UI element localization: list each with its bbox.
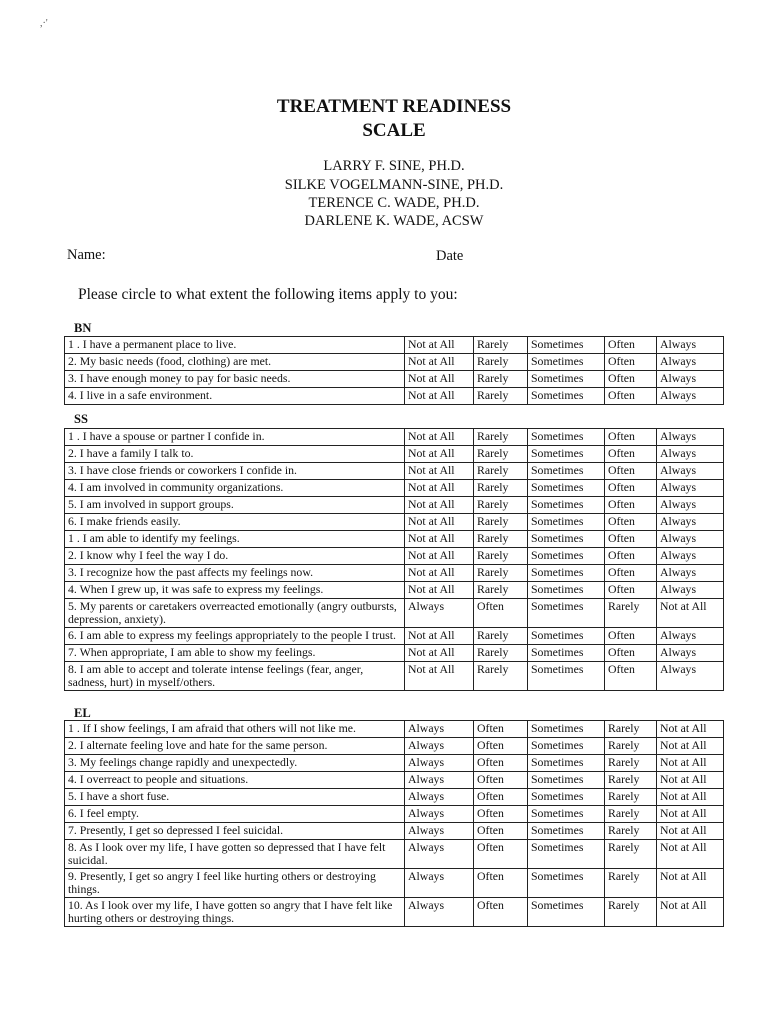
item-row — [65, 898, 724, 927]
item-text: 6. I feel empty. — [65, 806, 405, 823]
rating-option-5[interactable]: Always — [657, 531, 724, 548]
item-text: 4. I overreact to people and situations. — [65, 772, 405, 789]
rating-option-4[interactable]: Rarely — [605, 772, 657, 789]
rating-option-5[interactable]: Always — [657, 628, 724, 645]
rating-option-1[interactable]: Not at All — [405, 371, 474, 388]
section-label-ss: SS — [74, 412, 88, 426]
rating-option-5[interactable]: Not at All — [657, 840, 724, 869]
item-text: 10. As I look over my life, I have gotten so angry that I have felt like hurting others or destroying things. — [65, 898, 405, 927]
rating-option-5[interactable]: Always — [657, 337, 724, 354]
item-row — [65, 823, 724, 840]
rating-option-4[interactable]: Often — [605, 531, 657, 548]
title-line-2: SCALE — [362, 120, 426, 141]
bn-table — [64, 336, 724, 405]
rating-option-5[interactable]: Always — [657, 463, 724, 480]
item-row — [65, 721, 724, 738]
item-row — [65, 645, 724, 662]
item-text: 3. I recognize how the past affects my feelings now. — [65, 565, 405, 582]
author-2: SILKE VOGELMANN-SINE, PH.D. — [284, 177, 504, 193]
rating-option-4[interactable]: Often — [605, 582, 657, 599]
rating-option-2[interactable]: Rarely — [474, 354, 528, 371]
rating-option-3[interactable]: Sometimes — [528, 599, 605, 628]
rating-option-2[interactable]: Often — [474, 721, 528, 738]
rating-option-5[interactable]: Always — [657, 582, 724, 599]
rating-option-4[interactable]: Often — [605, 371, 657, 388]
rating-option-5[interactable]: Always — [657, 497, 724, 514]
rating-option-4[interactable]: Rarely — [605, 721, 657, 738]
rating-option-1[interactable]: Always — [405, 898, 474, 927]
rating-option-5[interactable]: Not at All — [657, 755, 724, 772]
item-row — [65, 463, 724, 480]
section-label-bn: BN — [74, 321, 92, 335]
rating-option-2[interactable]: Rarely — [474, 371, 528, 388]
rating-option-5[interactable]: Not at All — [657, 772, 724, 789]
rating-option-4[interactable]: Often — [605, 337, 657, 354]
item-text: 1 . I am able to identify my feelings. — [65, 531, 405, 548]
rating-option-4[interactable]: Often — [605, 480, 657, 497]
rating-option-1[interactable]: Not at All — [405, 429, 474, 446]
item-text: 5. I am involved in support groups. — [65, 497, 405, 514]
item-row — [65, 840, 724, 869]
rating-option-2[interactable]: Often — [474, 806, 528, 823]
rating-option-2[interactable]: Often — [474, 789, 528, 806]
item-row — [65, 354, 724, 371]
rating-option-1[interactable]: Not at All — [405, 628, 474, 645]
item-row — [65, 337, 724, 354]
rating-option-3[interactable]: Sometimes — [528, 628, 605, 645]
rating-option-5[interactable]: Not at All — [657, 898, 724, 927]
rating-option-4[interactable]: Rarely — [605, 789, 657, 806]
rating-option-3[interactable]: Sometimes — [528, 789, 605, 806]
rating-option-5[interactable]: Not at All — [657, 823, 724, 840]
rating-option-4[interactable]: Often — [605, 354, 657, 371]
rating-option-3[interactable]: Sometimes — [528, 582, 605, 599]
rating-option-3[interactable]: Sometimes — [528, 514, 605, 531]
rating-option-3[interactable]: Sometimes — [528, 806, 605, 823]
rating-option-1[interactable]: Always — [405, 840, 474, 869]
rating-option-3[interactable]: Sometimes — [528, 721, 605, 738]
rating-option-4[interactable]: Rarely — [605, 599, 657, 628]
rating-option-1[interactable]: Always — [405, 806, 474, 823]
rating-option-2[interactable]: Often — [474, 772, 528, 789]
rating-option-3[interactable]: Sometimes — [528, 662, 605, 691]
rating-option-2[interactable]: Rarely — [474, 446, 528, 463]
rating-option-2[interactable]: Often — [474, 869, 528, 898]
item-row — [65, 388, 724, 405]
rating-option-3[interactable]: Sometimes — [528, 565, 605, 582]
rating-option-3[interactable]: Sometimes — [528, 429, 605, 446]
item-text: 6. I am able to express my feelings appropriately to the people I trust. — [65, 628, 405, 645]
rating-option-5[interactable]: Not at All — [657, 738, 724, 755]
stray-mark: ,·' — [40, 18, 48, 29]
rating-option-1[interactable]: Not at All — [405, 531, 474, 548]
rating-option-4[interactable]: Often — [605, 497, 657, 514]
rating-option-4[interactable]: Often — [605, 429, 657, 446]
rating-option-2[interactable]: Rarely — [474, 463, 528, 480]
item-text: 5. My parents or caretakers overreacted emotionally (angry outbursts, depression, anxiety). — [65, 599, 405, 628]
rating-option-5[interactable]: Always — [657, 645, 724, 662]
item-text: 9. Presently, I get so angry I feel like hurting others or destroying things. — [65, 869, 405, 898]
rating-option-2[interactable]: Rarely — [474, 514, 528, 531]
rating-option-5[interactable]: Always — [657, 662, 724, 691]
rating-option-5[interactable]: Always — [657, 446, 724, 463]
rating-option-2[interactable]: Rarely — [474, 531, 528, 548]
rating-option-1[interactable]: Not at All — [405, 337, 474, 354]
rating-option-3[interactable]: Sometimes — [528, 446, 605, 463]
item-row — [65, 789, 724, 806]
rating-option-5[interactable]: Always — [657, 514, 724, 531]
item-row — [65, 628, 724, 645]
rating-option-1[interactable]: Not at All — [405, 565, 474, 582]
author-3: TERENCE C. WADE, PH.D. — [308, 195, 480, 211]
rating-option-1[interactable]: Not at All — [405, 548, 474, 565]
rating-option-4[interactable]: Often — [605, 565, 657, 582]
item-row — [65, 582, 724, 599]
item-row — [65, 429, 724, 446]
author-4: DARLENE K. WADE, ACSW — [304, 213, 484, 229]
rating-option-5[interactable]: Always — [657, 565, 724, 582]
rating-option-4[interactable]: Rarely — [605, 738, 657, 755]
item-text: 3. I have enough money to pay for basic needs. — [65, 371, 405, 388]
item-text: 3. I have close friends or coworkers I confide in. — [65, 463, 405, 480]
rating-option-5[interactable]: Always — [657, 480, 724, 497]
item-row — [65, 755, 724, 772]
rating-option-1[interactable]: Always — [405, 772, 474, 789]
rating-option-3[interactable]: Sometimes — [528, 738, 605, 755]
item-row — [65, 662, 724, 691]
item-row — [65, 772, 724, 789]
rating-option-2[interactable]: Rarely — [474, 565, 528, 582]
rating-option-3[interactable]: Sometimes — [528, 755, 605, 772]
rating-option-5[interactable]: Not at All — [657, 599, 724, 628]
rating-option-2[interactable]: Rarely — [474, 548, 528, 565]
item-row — [65, 371, 724, 388]
rating-option-1[interactable]: Not at All — [405, 645, 474, 662]
rating-option-4[interactable]: Often — [605, 514, 657, 531]
rating-option-5[interactable]: Not at All — [657, 869, 724, 898]
rating-option-5[interactable]: Always — [657, 548, 724, 565]
item-row — [65, 514, 724, 531]
rating-option-2[interactable]: Often — [474, 898, 528, 927]
rating-option-4[interactable]: Often — [605, 446, 657, 463]
rating-option-2[interactable]: Rarely — [474, 429, 528, 446]
item-text: 1 . I have a permanent place to live. — [65, 337, 405, 354]
rating-option-3[interactable]: Sometimes — [528, 371, 605, 388]
rating-option-2[interactable]: Often — [474, 738, 528, 755]
rating-option-1[interactable]: Always — [405, 599, 474, 628]
rating-option-1[interactable]: Not at All — [405, 480, 474, 497]
section-label-el: EL — [74, 706, 91, 720]
rating-option-3[interactable]: Sometimes — [528, 531, 605, 548]
item-text: 2. I have a family I talk to. — [65, 446, 405, 463]
rating-option-2[interactable]: Rarely — [474, 582, 528, 599]
rating-option-3[interactable]: Sometimes — [528, 480, 605, 497]
item-row — [65, 806, 724, 823]
rating-option-1[interactable]: Not at All — [405, 463, 474, 480]
rating-option-4[interactable]: Rarely — [605, 840, 657, 869]
rating-option-1[interactable]: Always — [405, 823, 474, 840]
rating-option-3[interactable]: Sometimes — [528, 772, 605, 789]
rating-option-2[interactable]: Rarely — [474, 388, 528, 405]
item-row — [65, 738, 724, 755]
title-line-1: TREATMENT READINESS — [276, 96, 512, 117]
rating-option-4[interactable]: Often — [605, 645, 657, 662]
rating-option-2[interactable]: Rarely — [474, 662, 528, 691]
rating-option-1[interactable]: Not at All — [405, 354, 474, 371]
item-text: 2. My basic needs (food, clothing) are met. — [65, 354, 405, 371]
rating-option-1[interactable]: Not at All — [405, 662, 474, 691]
rating-option-2[interactable]: Rarely — [474, 628, 528, 645]
rating-option-4[interactable]: Rarely — [605, 806, 657, 823]
rating-option-5[interactable]: Always — [657, 371, 724, 388]
rating-option-5[interactable]: Always — [657, 429, 724, 446]
item-text: 4. I am involved in community organizations. — [65, 480, 405, 497]
rating-option-3[interactable]: Sometimes — [528, 388, 605, 405]
item-row — [65, 446, 724, 463]
rating-option-3[interactable]: Sometimes — [528, 869, 605, 898]
rating-option-1[interactable]: Always — [405, 869, 474, 898]
rating-option-2[interactable]: Rarely — [474, 645, 528, 662]
item-row — [65, 599, 724, 628]
item-row — [65, 869, 724, 898]
rating-option-4[interactable]: Often — [605, 463, 657, 480]
item-text: 8. I am able to accept and tolerate intense feelings (fear, anger, sadness, hurt) in myself/others. — [65, 662, 405, 691]
item-text: 2. I know why I feel the way I do. — [65, 548, 405, 565]
rating-option-1[interactable]: Not at All — [405, 497, 474, 514]
rating-option-2[interactable]: Rarely — [474, 497, 528, 514]
item-text: 7. When appropriate, I am able to show my feelings. — [65, 645, 405, 662]
rating-option-4[interactable]: Often — [605, 548, 657, 565]
name-label: Name: — [67, 247, 106, 263]
rating-option-5[interactable]: Always — [657, 354, 724, 371]
item-text: 8. As I look over my life, I have gotten so depressed that I have felt suicidal. — [65, 840, 405, 869]
rating-option-2[interactable]: Often — [474, 755, 528, 772]
rating-option-3[interactable]: Sometimes — [528, 337, 605, 354]
item-text: 1 . If I show feelings, I am afraid that others will not like me. — [65, 721, 405, 738]
rating-option-3[interactable]: Sometimes — [528, 463, 605, 480]
item-text: 4. I live in a safe environment. — [65, 388, 405, 405]
rating-option-1[interactable]: Not at All — [405, 582, 474, 599]
date-label: Date — [436, 248, 464, 264]
rating-option-2[interactable]: Rarely — [474, 480, 528, 497]
rating-option-1[interactable]: Not at All — [405, 514, 474, 531]
rating-option-4[interactable]: Rarely — [605, 755, 657, 772]
rating-option-1[interactable]: Always — [405, 755, 474, 772]
el-table — [64, 720, 724, 927]
rating-option-3[interactable]: Sometimes — [528, 840, 605, 869]
rating-option-3[interactable]: Sometimes — [528, 354, 605, 371]
item-text: 3. My feelings change rapidly and unexpectedly. — [65, 755, 405, 772]
rating-option-3[interactable]: Sometimes — [528, 645, 605, 662]
rating-option-4[interactable]: Rarely — [605, 898, 657, 927]
rating-option-3[interactable]: Sometimes — [528, 548, 605, 565]
rating-option-1[interactable]: Not at All — [405, 388, 474, 405]
rating-option-2[interactable]: Rarely — [474, 337, 528, 354]
rating-option-1[interactable]: Always — [405, 721, 474, 738]
item-row — [65, 480, 724, 497]
item-row — [65, 548, 724, 565]
rating-option-4[interactable]: Often — [605, 388, 657, 405]
rating-option-5[interactable]: Not at All — [657, 789, 724, 806]
item-text: 5. I have a short fuse. — [65, 789, 405, 806]
item-text: 1 . I have a spouse or partner I confide in. — [65, 429, 405, 446]
rating-option-5[interactable]: Not at All — [657, 806, 724, 823]
rating-option-1[interactable]: Always — [405, 738, 474, 755]
rating-option-3[interactable]: Sometimes — [528, 898, 605, 927]
rating-option-4[interactable]: Often — [605, 628, 657, 645]
rating-option-4[interactable]: Often — [605, 662, 657, 691]
item-row — [65, 531, 724, 548]
rating-option-5[interactable]: Not at All — [657, 721, 724, 738]
rating-option-4[interactable]: Rarely — [605, 823, 657, 840]
instruction-text: Please circle to what extent the following items apply to you: — [78, 286, 458, 303]
rating-option-1[interactable]: Always — [405, 789, 474, 806]
item-text: 7. Presently, I get so depressed I feel suicidal. — [65, 823, 405, 840]
rating-option-1[interactable]: Not at All — [405, 446, 474, 463]
item-row — [65, 565, 724, 582]
rating-option-3[interactable]: Sometimes — [528, 497, 605, 514]
item-text: 2. I alternate feeling love and hate for the same person. — [65, 738, 405, 755]
ss-table — [64, 428, 724, 691]
rating-option-4[interactable]: Rarely — [605, 869, 657, 898]
item-text: 4. When I grew up, it was safe to express my feelings. — [65, 582, 405, 599]
item-row — [65, 497, 724, 514]
rating-option-5[interactable]: Always — [657, 388, 724, 405]
author-1: LARRY F. SINE, PH.D. — [323, 158, 465, 174]
rating-option-2[interactable]: Often — [474, 599, 528, 628]
rating-option-2[interactable]: Often — [474, 840, 528, 869]
rating-option-2[interactable]: Often — [474, 823, 528, 840]
item-text: 6. I make friends easily. — [65, 514, 405, 531]
rating-option-3[interactable]: Sometimes — [528, 823, 605, 840]
